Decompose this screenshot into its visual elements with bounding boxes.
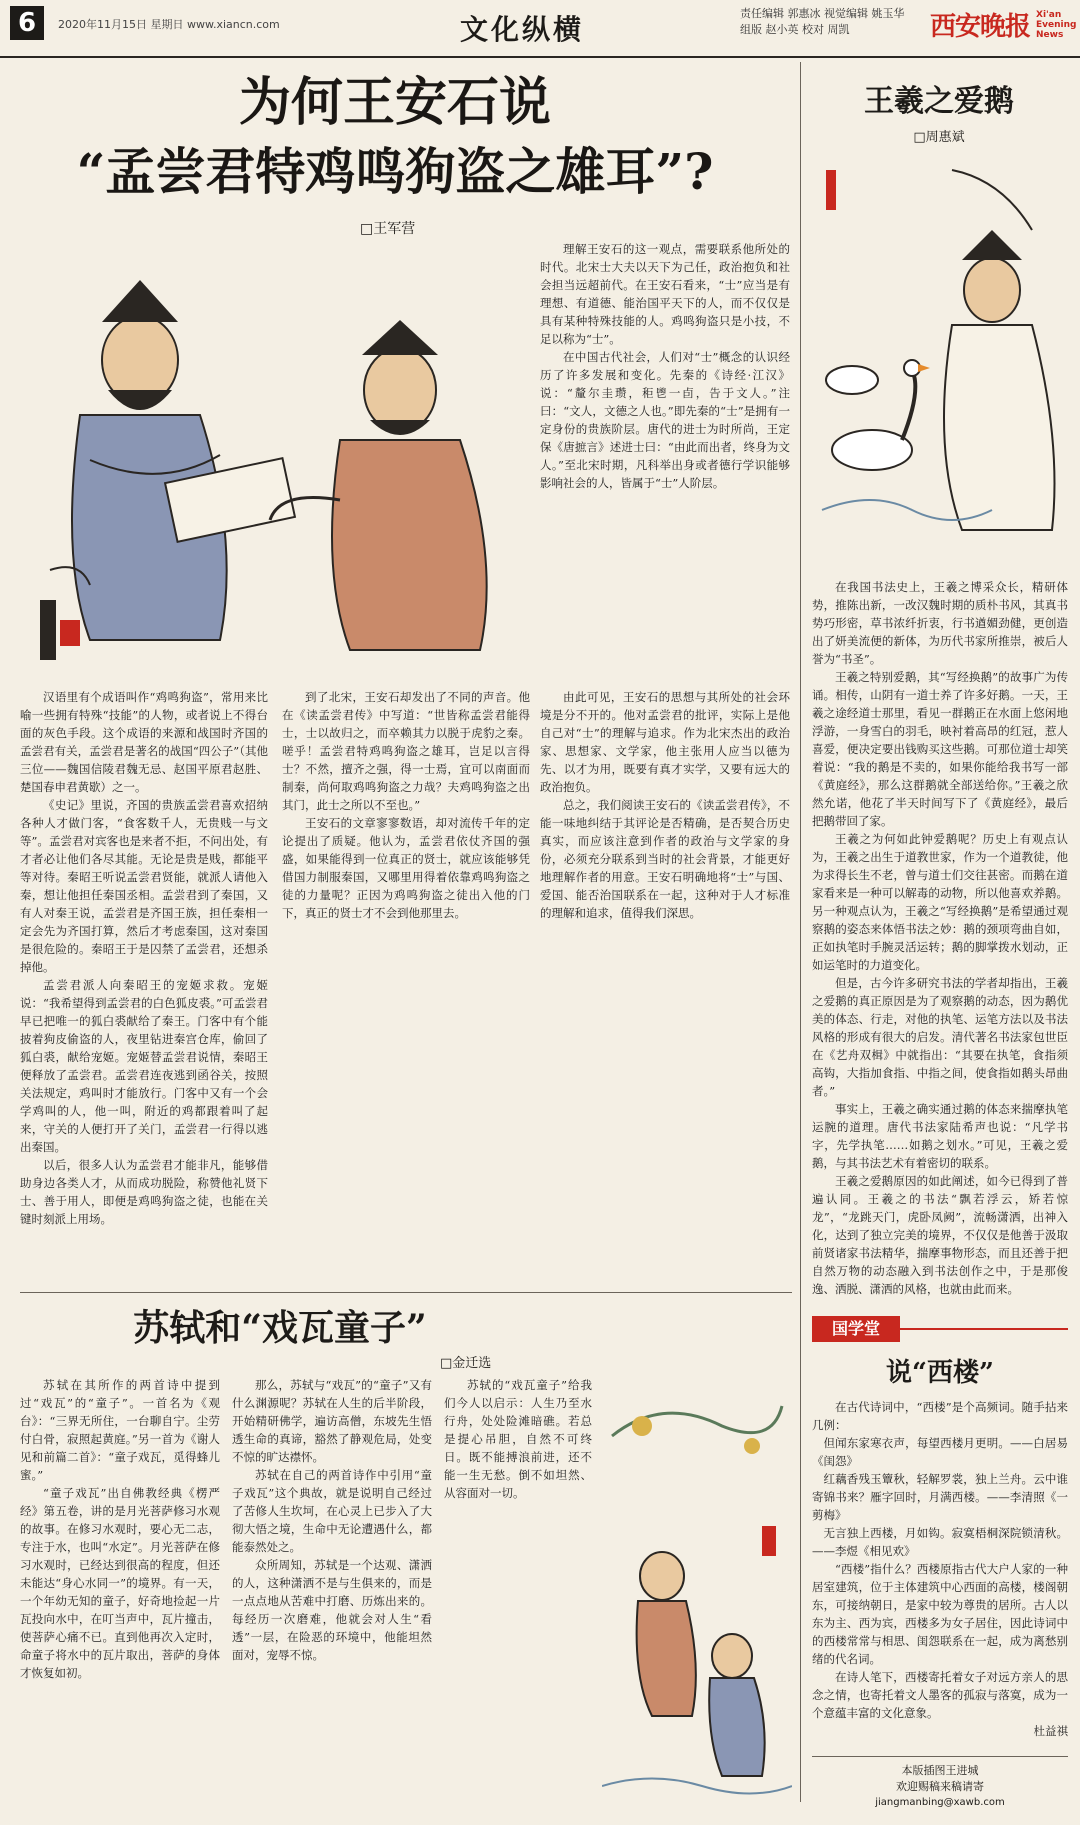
column-tag: 国学堂: [812, 1316, 900, 1342]
paragraph: 总之，我们阅读王安石的《读孟尝君传》，不能一味地纠结于其评论是否精确，是否契合历史真实，而应该注意到作者的政治与文学家的身份，必须充分联系到当时的社会背景，才能更好地理解作者的用意。王安石明确地将“士”与国、爱国、能否治国联系在一起，这种对于人才标准的理解和追求，值得我们深思。: [540, 798, 790, 920]
paragraph: 在古代诗词中，“西楼”是个高频词。随手拈来几例：: [812, 1400, 1068, 1432]
sushi-article-title: 苏轼和“戏瓦童子”: [133, 1307, 427, 1349]
paragraph: 在诗人笔下，西楼寄托着女子对远方亲人的思念之情，也寄托着文人墨客的孤寂与落寞，成为一个意蕴丰富的文化意象。: [812, 1670, 1068, 1720]
side-article-column: [812, 578, 1068, 1304]
sushi-article-column: [444, 1376, 592, 1812]
page-footer-note: [812, 1756, 1068, 1815]
guoxue-title: 说“西楼”: [886, 1358, 994, 1388]
paragraph: 由此可见，王安石的思想与其所处的社会环境是分不开的。他对孟尝君的批评，实际上是他自己对“士”的理解与追求。作为北宋杰出的政治家、思想家、文学家，他主张用人应当以德为先、以才为用，既要有真才实学，又要有远大的政治抱负。: [540, 690, 790, 794]
section-divider: [20, 1292, 792, 1293]
paragraph: “西楼”指什么？西楼原指古代大户人家的一种居室建筑，位于主体建筑中心西面的高楼，楼阁朝东，可接纳朝日，是家中较为尊贵的居所。古人以东为主、西为宾，西楼多为女子居住，因此诗词中的西楼常常与相思、闺怨联系在一起，成为离愁别绪的代名词。: [812, 1562, 1068, 1666]
main-headline-block: [0, 62, 790, 227]
logo-english: Xi'an Evening News: [1036, 10, 1077, 40]
headline-line: “孟尝君特鸡鸣狗盗之雄耳”?: [76, 142, 714, 201]
ink-illustration-goose: [812, 150, 1068, 570]
submission-email[interactable]: jiangmanbing@xawb.com: [875, 1797, 1005, 1808]
paragraph: 到了北宋，王安石却发出了不同的声音。他在《读孟尝君传》中写道：“世皆称孟尝君能得士，士以故归之，而卒赖其力以脱于虎豹之秦。嗟乎！孟尝君特鸡鸣狗盗之雄耳，岂足以言得士？不然，擅齐之强，得一士焉，宜可以南面而制秦，尚何取鸡鸣狗盗之力哉？夫鸡鸣狗盗之出其门，此士之所以不至也。”: [282, 690, 530, 812]
paragraph: 苏轼在自己的两首诗作中引用“童子戏瓦”这个典故，就是说明自己经过了苦修人生坎坷，在心灵上已步入了大彻大悟之境，生命中无论遭遇什么，都能泰然处之。: [232, 1468, 432, 1554]
main-article-column: [540, 240, 790, 680]
guoxue-column: [812, 1398, 1068, 1746]
main-headline: [0, 68, 790, 206]
editors-credit: [740, 6, 910, 38]
section-title: 文化纵横: [460, 13, 585, 46]
ink-illustration-children: [602, 1376, 792, 1812]
side-article-title: 王羲之爱鹅: [864, 84, 1014, 119]
paragraph: 以后，很多人认为孟尝君才能非凡，能够借助身边各类人才，从而成功脱险，称赞他礼贤下士、善于用人，即便是鸡鸣狗盗之徒，也能在关键时刻派上用场。: [20, 1158, 268, 1226]
paragraph: 孟尝君派人向秦昭王的宠姬求救。宠姬说：“我希望得到孟尝君的白色狐皮裘。”可孟尝君早已把唯一的狐白裘献给了秦王。门客中有个能披着狗皮偷盗的人，夜里钻进秦宫仓库，偷回了狐白裘，献给宠姬。宠姬替孟尝君说情，秦昭王便释放了孟尝君。孟尝君连夜逃到函谷关，按照关法规定，鸡叫时才能放行。门客中又有一个会学鸡叫的人，他一叫，附近的鸡都跟着叫了起来，守关的人便打开了关门，孟尝君一行得以逃出秦国。: [20, 978, 268, 1154]
paragraph: 那么，苏轼与“戏瓦”的“童子”又有什么渊源呢？苏轼在人生的后半阶段，开始精研佛学，遍访高僧，东坡先生悟透生命的真谛，豁然了静观危局，处变不惊的旷达襟怀。: [232, 1378, 432, 1464]
paragraph: 王羲之特别爱鹅，其“写经换鹅”的故事广为传诵。相传，山阴有一道士养了许多好鹅。一天，王羲之途经道士那里，看见一群鹅正在水面上悠闲地浮游，一身雪白的羽毛，映衬着高昂的红冠，惹人喜爱，便决定要出钱购买这些鹅。可那位道士却笑着说：“我的鹅是不卖的，如果你能给我书写一部《黄庭经》，那么这群鹅就全部送给你。”王羲之欣然允诺，他花了半天时间写下了《黄庭经》，最后把鹅带回了家。: [812, 670, 1068, 828]
author-signature: 杜益祺: [1033, 1724, 1068, 1738]
paragraph: 在中国古代社会，人们对“士”概念的认识经历了许多发展和变化。先秦的《诗经·江汉》说：“釐尔圭瓒，秬鬯一卣，告于文人。”注曰：“文人，文德之人也。”即先秦的“士”是拥有一定身份的贵族阶层。唐代的进士为时所尚，王定保《唐摭言》述进士曰：“由此而出者，终身为文人。”至北宋时期，凡科举出身或者德行学识能够影响社会的人，皆属于“士”人阶层。: [540, 350, 790, 490]
sushi-article-column: [20, 1376, 220, 1812]
sushi-article-byline: □金迁选: [440, 1356, 492, 1371]
editors-line: 责任编辑 郭惠冰 视觉编辑 姚玉华: [740, 7, 905, 20]
headline-line: 为何王安石说: [238, 72, 551, 133]
main-article-column: [282, 688, 530, 1284]
paragraph: 在我国书法史上，王羲之博采众长，精研体势，推陈出新，一改汉魏时期的质朴书风，其真书势巧形密，草书浓纤折衷，行书遒媚劲健，更创造出了妍美流便的新体，为历代书家所推崇，被后人誉为“书圣”。: [812, 580, 1068, 666]
paragraph: 王羲之爱鹅原因的如此阐述，如今已得到了普遍认同。王羲之的书法“飘若浮云，矫若惊龙”，“龙跳天门，虎卧凤阙”，流畅潇洒，出神入化，达到了独立完美的境界，不仅仅是他善于汲取前贤诸家书法精华，揣摩事物形态，而且还善于把自然万物的动态融入到书法创作之中，于是那俊逸、洒脱、潇洒的风格，也就由此而来。: [812, 1174, 1068, 1296]
paragraph: 王安石的文章寥寥数语，却对流传千年的定论提出了质疑。他认为，孟尝君依仗齐国的强盛，如果能得到一位真正的贤士，就应该能够凭借国力制服秦国，又哪里用得着依靠鸡鸣狗盗之徒的力量呢？正因为鸡鸣狗盗之徒出入他的门下，真正的贤士才不会到他那里去。: [282, 816, 530, 920]
poem-quote: 无言独上西楼，月如钩。寂寞梧桐深院锁清秋。——李煜《相见欢》: [812, 1526, 1068, 1558]
main-article-column: [20, 688, 268, 1284]
illustration-credit: 本版插图王进城: [901, 1764, 979, 1777]
logo-text: 西安晚报: [930, 12, 1031, 42]
paragraph: 众所周知，苏轼是一个达观、潇洒的人，这种潇洒不是与生俱来的，而是一点点地从苦难中打磨、历炼出来的。每经历一次磨难，他就会对人生“看透”一层，在险恶的环境中，他能坦然面对，宠辱不惊。: [232, 1558, 432, 1662]
masthead: [0, 0, 1080, 58]
paragraph: 苏轼的“戏瓦童子”给我们今人以启示：人生乃至水行舟，处处险滩暗礁。若总是提心吊胆，自然不可终日。既不能搏浪前进，还不能一生无愁。倒不如坦然、从容面对一切。: [444, 1378, 592, 1500]
newspaper-logo: [930, 6, 1077, 46]
poem-quote: 但闻东家寒衣声，每望西楼月更明。——白居易《闺怨》: [812, 1436, 1068, 1468]
editors-line: 组版 赵小英 校对 周凯: [740, 23, 850, 36]
page-number: 6: [10, 6, 44, 40]
paragraph: 但是，古今许多研究书法的学者却指出，王羲之爱鹅的真正原因是为了观察鹅的动态，因为鹅优美的体态、行走，对他的执笔、运笔方法以及书法风格的形成有很大的启发。清代著名书法家包世臣在《艺舟双楫》中就指出：“其要在执笔，食指须高钩，大指加食指、中指之间，使食指如鹅头昂曲者。”: [812, 976, 1068, 1098]
column-divider: [800, 62, 801, 1802]
paragraph: “童子戏瓦”出自佛教经典《楞严经》第五卷，讲的是月光菩萨修习水观的故事。在修习水观时，要心无二志，专注于水，也叫“水定”。月光菩萨在修习水观时，已经达到很高的程度，但还未能达“身心水同一”的境界。有一天，一个年幼无知的童子，好奇地捡起一片瓦投向水中，在叮当声中，瓦片撞击，使菩萨心痛不已。直到他再次入定时，命童子将水中的瓦片取出，菩萨的身体才恢复如初。: [20, 1486, 220, 1680]
paragraph: 汉语里有个成语叫作“鸡鸣狗盗”，常用来比喻一些拥有特殊“技能”的人物，或者说上不得台面的灰色手段。这个成语的来源和战国时齐国的孟尝君有关，孟尝君是著名的战国“四公子”（其他三位——魏国信陵君魏无忌、赵国平原君赵胜、楚国春申君黄歇）之一。: [20, 690, 268, 794]
paragraph: 王羲之为何如此钟爱鹅呢？历史上有观点认为，王羲之出生于道教世家，作为一个道教徒，他为求得长生不老，曾与道士们交往甚密。而鹅在道家看来是一种可以解毒的动物，所以他喜欢养鹅。另一种观点认为，王羲之“写经换鹅”是希望通过观察鹅的姿态来体悟书法之妙：鹅的颈项弯曲自如，正如执笔时手腕灵活运转；鹅的脚掌拨水划动，正如运笔时的力道变化。: [812, 832, 1068, 972]
paragraph: 苏轼在其所作的两首诗中提到过“戏瓦”的“童子”。一首名为《观台》：“三界无所住，一台聊自宁。尘劳付白骨，寂照起黄庭。”另一首为《谢人见和前篇二首》：“童子戏瓦，觅得蜂儿蜜。”: [20, 1378, 220, 1482]
ink-illustration-scholars: [20, 240, 520, 680]
main-article-column: [540, 688, 790, 1284]
column-tag-rule: [900, 1328, 1068, 1330]
side-article-byline: □周惠斌: [913, 130, 965, 145]
paragraph: 事实上，王羲之确实通过鹅的体态来揣摩执笔运腕的道理。唐代书法家陆希声也说：“凡学书字，先学执笔……如鹅之划水。”可见，王羲之爱鹅，与其书法艺术有着密切的联系。: [812, 1102, 1068, 1170]
main-byline: □王军营: [360, 221, 416, 237]
submission-note: 欢迎赐稿来稿请寄: [896, 1780, 984, 1793]
paragraph: 理解王安石的这一观点，需要联系他所处的时代。北宋士大夫以天下为己任，政治抱负和社会担当远超前代。在王安石看来，“士”应当是有理想、有道德、能治国平天下的人，而不仅仅是具有某种特殊技能的人。鸡鸣狗盗只是小技，不足以称为“士”。: [540, 242, 790, 346]
paragraph: 《史记》里说，齐国的贵族孟尝君喜欢招纳各种人才做门客，“食客数千人，无贵贱一与文等”。孟尝君对宾客也是来者不拒，不问出处，有才者必让他们各尽其能。无论是贵是贱，都能平等对待。秦昭王听说孟尝君贤能，就派人请他入秦，想让他担任秦国丞相。孟尝君到了秦国，又有人对秦王说，孟尝君是齐国王族，担任秦相一定会先为齐国打算，然后才考虑秦国，这对秦国是很危险的。秦昭王于是囚禁了孟尝君，还想杀掉他。: [20, 798, 268, 974]
date-line: 2020年11月15日 星期日 www.xiancn.com: [58, 18, 280, 31]
poem-quote: 红藕香残玉簟秋，轻解罗裳，独上兰舟。云中谁寄锦书来？雁字回时，月满西楼。——李清照《一剪梅》: [812, 1472, 1068, 1522]
sushi-article-column: [232, 1376, 432, 1812]
